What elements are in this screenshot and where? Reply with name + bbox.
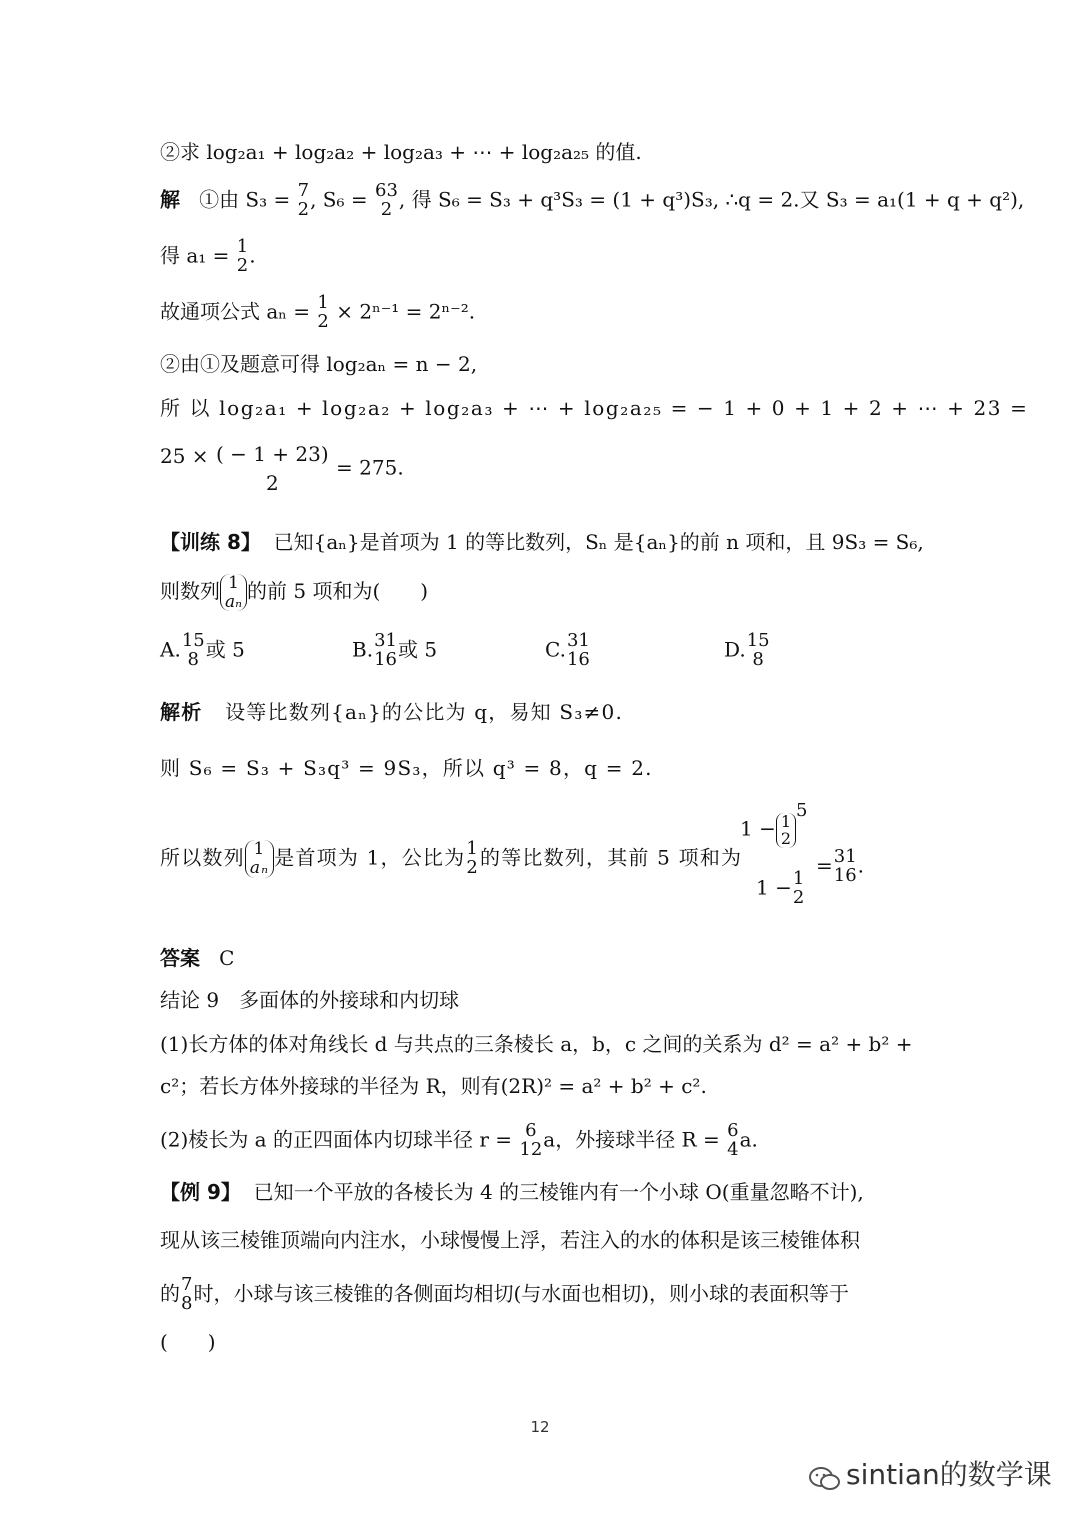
training-text: 已知{aₙ}是首项为 1 的等比数列，Sₙ 是{aₙ}的前 n 项和，且 9S₃ = S₆, — [273, 530, 924, 554]
sequence-brace: 1 aₙ — [220, 574, 247, 611]
fraction: 63 2 — [375, 180, 398, 220]
sum-result: = 31 16 . — [816, 846, 865, 886]
question-text: 则数列 — [160, 579, 220, 604]
solution-text: = 275. — [336, 455, 404, 480]
solution-text: 25 × — [160, 444, 209, 468]
solution-text: 故通项公式 aₙ = — [160, 299, 311, 324]
fraction: 6 12 — [519, 1120, 543, 1160]
analysis-label: 解析 — [160, 700, 203, 724]
conclusion-p2 — [160, 1122, 758, 1160]
page-number: 12 — [530, 1418, 550, 1436]
option-b[interactable]: B. 31 16 或 5 — [352, 630, 438, 670]
sum-formula-numerator: 1 − 1 2 $^5$ — [740, 800, 808, 849]
solution-line-1 — [160, 182, 1024, 220]
example-9-line-2: 现从该三棱锥顶端向内注水，小球慢慢上浮，若注入的水的体积是该三棱锥体积 — [160, 1228, 860, 1252]
example-label: 【例 9】 — [160, 1180, 241, 1204]
conclusion-title: 结论 9 多面体的外接球和内切球 — [160, 988, 460, 1012]
answer-value: C — [219, 946, 235, 970]
analysis-line-2: 则 S₆ = S₃ + S₃q³ = 9S₃，所以 q³ = 8，q = 2. — [160, 756, 653, 780]
fraction: 31 16 — [374, 630, 397, 670]
training-label: 【训练 8】 — [160, 530, 261, 554]
fraction: 6 4 — [727, 1120, 739, 1160]
sequence-brace: 1 aₙ — [245, 840, 274, 877]
answer-line — [160, 946, 234, 970]
answer-label: 答案 — [160, 946, 200, 970]
example-text: 的 — [160, 1281, 180, 1306]
solution-line-3 — [160, 294, 475, 332]
solution-line-6 — [160, 444, 404, 494]
fraction: ( − 1 + 23) 2 — [215, 442, 329, 495]
ratio-paren: 1 2 — [776, 813, 796, 848]
option-c[interactable]: C. 31 16 — [545, 630, 590, 670]
fraction: 7 2 — [297, 180, 310, 220]
example-9-line-1 — [160, 1180, 864, 1204]
fraction: 1 2 — [317, 292, 329, 332]
solution-text: , 得 S₆ = S₃ + q³S₃ = (1 + q³)S₃, ∴q = 2.又 S₃ = a₁(1 + q + q²), — [398, 187, 1025, 212]
analysis-text: 是首项为 1，公比为 — [274, 845, 466, 870]
analysis-text: 设等比数列{aₙ}的公比为 q，易知 S₃≠0. — [225, 700, 623, 724]
training-8-question — [160, 574, 428, 611]
question-text: 的前 5 项和为( ) — [247, 579, 429, 604]
solution-text: ①由 S₃ = — [199, 187, 291, 212]
fraction: 15 8 — [181, 630, 205, 670]
conclusion-p1-line1: (1)长方体的体对角线长 d 与共点的三条棱长 a，b，c 之间的关系为 d² = a² + b² + — [160, 1032, 913, 1056]
conclusion-text: a. — [739, 1127, 758, 1152]
training-8-stem — [160, 530, 924, 554]
solution-line-5: 所 以 log₂a₁ + log₂a₂ + log₂a₃ + ⋯ + log₂a₂₅ = − 1 + 0 + 1 + 2 + ⋯ + 23 = — [160, 396, 1029, 420]
solution-line-2 — [160, 238, 256, 276]
analysis-text: 的等比数列，其前 5 项和为 — [480, 845, 743, 870]
solution-text: , S₆ = — [310, 187, 368, 212]
sum-formula-denominator: 1 − 1 2 — [756, 868, 805, 908]
example-text: 已知一个平放的各棱长为 4 的三棱锥内有一个小球 O(重量忽略不计), — [253, 1180, 864, 1204]
fraction: 15 8 — [746, 630, 770, 670]
solution-text: 得 a₁ = — [160, 243, 230, 268]
fraction: 31 16 — [833, 846, 857, 886]
analysis-line-3 — [160, 840, 742, 878]
option-a[interactable]: A. 15 8 或 5 — [160, 630, 245, 670]
conclusion-p1-line2: c²；若长方体外接球的半径为 R，则有(2R)² = a² + b² + c². — [160, 1074, 707, 1098]
conclusion-text: a，外接球半径 R = — [543, 1127, 720, 1152]
analysis-line-1 — [160, 700, 623, 724]
analysis-text: 所以数列 — [160, 845, 245, 870]
example-9-line-4: ( ) — [160, 1330, 216, 1354]
question-part-2: ②求 log₂a₁ + log₂a₂ + log₂a₃ + ⋯ + log₂a₂₅ 的值. — [160, 140, 642, 164]
conclusion-text: (2)棱长为 a 的正四面体内切球半径 r = — [160, 1127, 513, 1152]
fraction: 31 16 — [566, 630, 590, 670]
fraction: 1 2 — [466, 838, 479, 878]
fraction: 7 8 — [181, 1274, 193, 1314]
fraction: 1 2 — [236, 236, 249, 276]
watermark-text: sintian的数学课 — [846, 1458, 1052, 1491]
option-d[interactable]: D. 15 8 — [724, 630, 770, 670]
example-text: 时，小球与该三棱锥的各侧面均相切(与水面也相切)，则小球的表面积等于 — [193, 1281, 850, 1306]
solution-text: × 2ⁿ⁻¹ = 2ⁿ⁻². — [336, 299, 476, 324]
fraction: 1 2 — [792, 868, 805, 908]
solution-line-4: ②由①及题意可得 log₂aₙ = n − 2, — [160, 352, 478, 376]
wechat-icon — [808, 1466, 842, 1492]
example-9-line-3 — [160, 1276, 849, 1314]
solution-text: . — [249, 243, 256, 268]
solution-label: 解 — [160, 187, 180, 212]
